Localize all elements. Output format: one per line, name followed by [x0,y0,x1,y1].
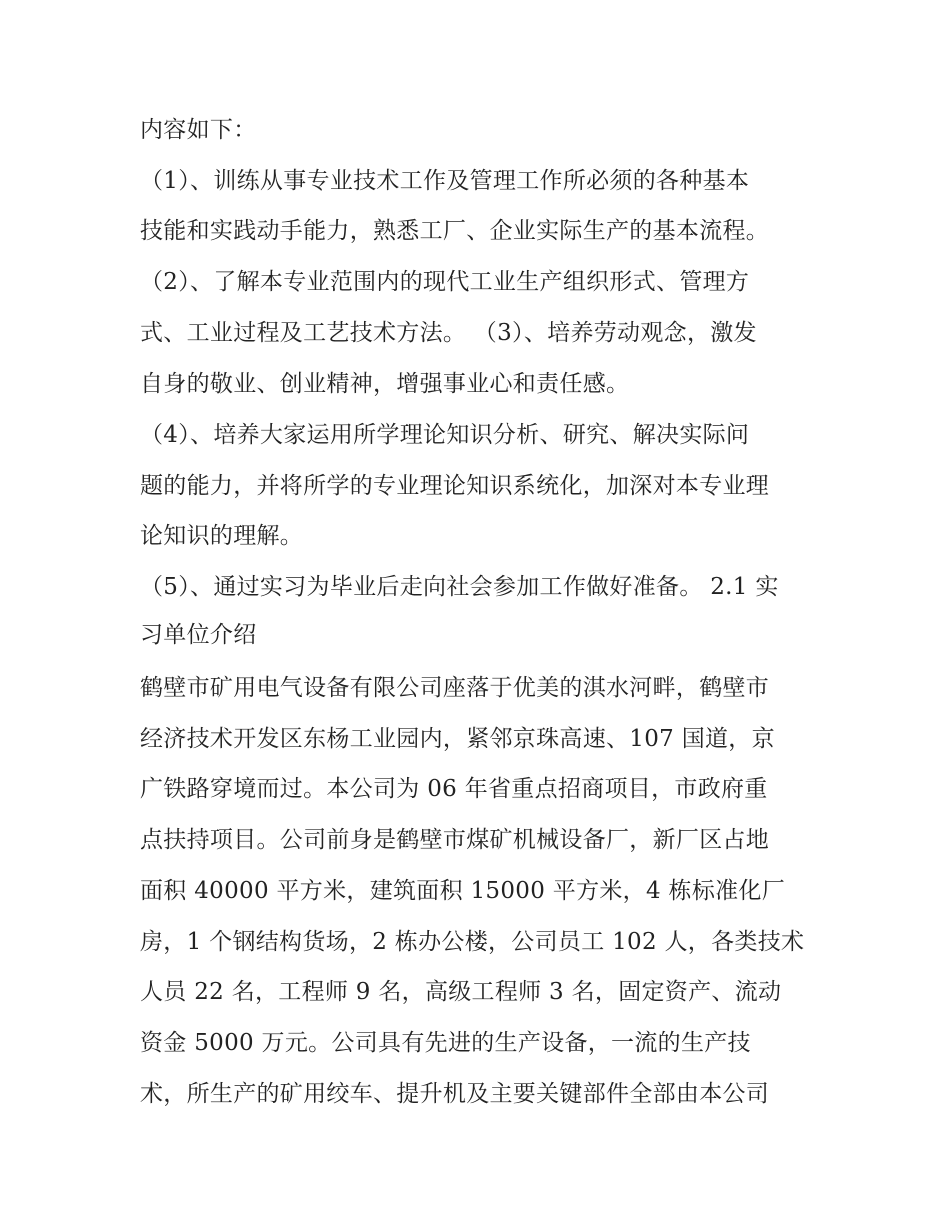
text-line-10: （5）、通过实习为毕业后走向社会参加工作做好准备。 2.1 实 [140,574,779,600]
text-line-19: 资金 5000 万元。公司具有先进的生产设备，一流的生产技 [140,1030,751,1056]
text-line-12: 鹤壁市矿用电气设备有限公司座落于优美的淇水河畔，鹤壁市 [140,675,770,701]
text-line-7: （4）、培养大家运用所学理论知识分析、研究、解决实际问 [140,422,750,448]
text-line-20: 术，所生产的矿用绞车、提升机及主要关键部件全部由本公司 [140,1081,770,1107]
text-line-15: 点扶持项目。公司前身是鹤壁市煤矿机械设备厂，新厂区占地 [140,827,770,853]
text-line-13: 经济技术开发区东杨工业园内，紧邻京珠高速、107 国道，京 [140,726,775,752]
text-line-1: 内容如下： [140,117,257,143]
text-line-9: 论知识的理解。 [140,523,304,549]
text-line-16: 面积 40000 平方米，建筑面积 15000 平方米，4 栋标准化厂 [140,878,786,904]
text-line-4: （2）、了解本专业范围内的现代工业生产组织形式、管理方 [140,269,750,295]
text-line-14: 广铁路穿境而过。本公司为 06 年省重点招商项目，市政府重 [140,776,768,802]
text-line-2: （1）、训练从事专业技术工作及管理工作所必须的各种基本 [140,168,750,194]
text-line-6: 自身的敬业、创业精神，增强事业心和责任感。 [140,371,630,397]
text-line-3: 技能和实践动手能力，熟悉工厂、企业实际生产的基本流程。 [140,218,770,244]
text-line-5: 式、工业过程及工艺技术方法。 （3）、培养劳动观念，激发 [140,320,757,346]
text-line-11: 习单位介绍 [140,622,257,648]
text-line-8: 题的能力，并将所学的专业理论知识系统化，加深对本专业理 [140,473,770,499]
text-line-18: 人员 22 名，工程师 9 名，高级工程师 3 名，固定资产、流动 [140,979,782,1005]
text-line-17: 房，1 个钢结构货场，2 栋办公楼，公司员工 102 人，各类技术 [140,929,805,955]
